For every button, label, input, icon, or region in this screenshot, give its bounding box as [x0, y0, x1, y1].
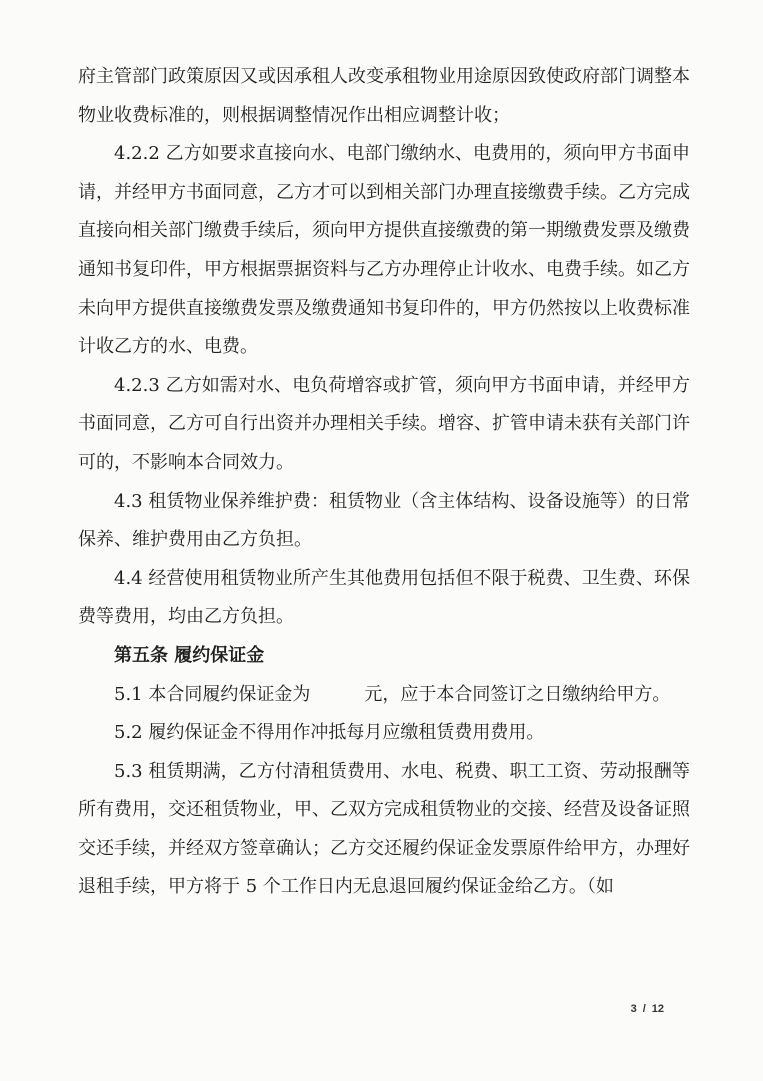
clause-5-3: 5.3 租赁期满，乙方付清租赁费用、水电、税费、职工工资、劳动报酬等所有费用，交还租赁物业，甲、乙双方完成租赁物业的交接、经营及设备证照交还手续，并经双方签章确认；乙方交还履约保证金发票原件给甲方，办理好退租手续，甲方将于 5 个工作日内无息退回履约保证金给乙方。（如	[78, 760, 690, 898]
page-separator: /	[642, 1003, 646, 1015]
clause-5-1-after: 元，应于本合同签订之日缴纳给甲方。	[364, 683, 671, 705]
section-heading-article-5: 第五条 履约保证金	[114, 644, 265, 666]
clause-5-1-before: 5.1 本合同履约保证金为	[114, 683, 311, 705]
page-current: 3	[630, 1003, 637, 1015]
paragraph-continuation: 府主管部门政策原因又或因承租人改变承租物业用途原因致使政府部门调整本物业收费标准的，则根据调整情况作出相应调整计收；	[78, 66, 690, 126]
clause-4-2-3: 4.2.3 乙方如需对水、电负荷增容或扩管，须向甲方书面申请，并经甲方书面同意，乙方可自行出资并办理相关手续。增容、扩管申请未获有关部门许可的，不影响本合同效力。	[78, 374, 690, 473]
clause-5-1	[78, 676, 690, 715]
page-number	[628, 1003, 667, 1015]
clause-4-3: 4.3 租赁物业保养维护费：租赁物业（含主体结构、设备设施等）的日常保养、维护费用由乙方负担。	[78, 490, 690, 551]
document-body	[78, 58, 690, 907]
clause-4-4: 4.4 经营使用租赁物业所产生其他费用包括但不限于税费、卫生费、环保费等费用，均由乙方负担。	[78, 567, 690, 628]
clause-5-2: 5.2 履约保证金不得用作冲抵每月应缴租赁费用费用。	[114, 722, 545, 744]
clause-4-2-2: 4.2.2 乙方如要求直接向水、电部门缴纳水、电费用的，须向甲方书面申请，并经甲方书面同意，乙方才可以到相关部门办理直接缴费手续。乙方完成直接向相关部门缴费手续后，须向甲方提供直接缴费的第一期缴费发票及缴费通知书复印件，甲方根据票据资料与乙方办理停止计收水、电费手续。如乙方未向甲方提供直接缴费发票及缴费通知书复印件的，甲方仍然按以上收费标准计收乙方的水、电费。	[78, 143, 690, 358]
page-total: 12	[651, 1003, 664, 1015]
